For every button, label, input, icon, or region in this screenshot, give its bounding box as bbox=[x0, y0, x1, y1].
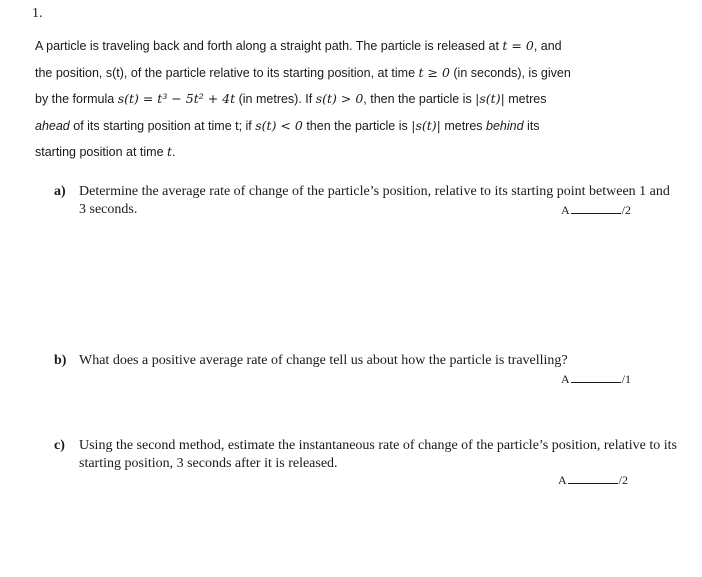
intro-text: then the particle is bbox=[302, 118, 412, 133]
mark-blank bbox=[571, 202, 621, 214]
math-expression: s(t) < 0 bbox=[255, 117, 303, 133]
emphasis-ahead: ahead bbox=[35, 118, 70, 133]
intro-text: , then the particle is bbox=[363, 92, 476, 107]
intro-line-3 bbox=[35, 89, 675, 116]
intro-text: , and bbox=[533, 39, 562, 53]
intro-line-1 bbox=[35, 36, 675, 63]
marks-total: /1 bbox=[621, 372, 632, 386]
math-expression: t = 0 bbox=[502, 38, 534, 53]
math-expression: |s(t)| bbox=[475, 91, 505, 107]
intro-line-5 bbox=[35, 142, 675, 169]
part-label: c) bbox=[54, 438, 65, 453]
intro-text: its bbox=[523, 118, 540, 133]
part-label: a) bbox=[54, 184, 66, 199]
part-b bbox=[54, 352, 679, 370]
part-text: What does a positive average rate of change tell us about how the particle is travelling? bbox=[79, 353, 568, 368]
marks-level: A bbox=[558, 473, 567, 487]
marks-total: /2 bbox=[621, 203, 632, 217]
question-intro bbox=[35, 36, 675, 169]
part-c bbox=[54, 437, 679, 473]
math-expression: t ≥ 0 bbox=[418, 64, 450, 80]
part-text: Determine the average rate of change of the particle’s position, relative to its starting point between 1 and 3 seconds. bbox=[79, 184, 670, 217]
intro-text: (in metres). If bbox=[235, 92, 316, 107]
marks-a bbox=[561, 202, 631, 218]
marks-total: /2 bbox=[618, 473, 629, 487]
part-label: b) bbox=[54, 353, 67, 368]
intro-text: by the formula bbox=[35, 92, 118, 107]
intro-text: starting position at time bbox=[35, 145, 168, 160]
mark-blank bbox=[568, 472, 618, 484]
marks-c bbox=[558, 472, 628, 488]
intro-text: metres bbox=[504, 92, 547, 107]
intro-text: of its starting position at time t; if bbox=[69, 118, 256, 133]
mark-blank bbox=[571, 371, 621, 383]
marks-level: A bbox=[561, 203, 570, 217]
intro-line-2 bbox=[35, 63, 675, 90]
intro-text: (in seconds), is given bbox=[449, 65, 571, 80]
marks-level: A bbox=[561, 372, 570, 386]
math-expression: |s(t)| bbox=[411, 117, 441, 133]
part-text: Using the second method, estimate the instantaneous rate of change of the particle’s position, relative to its starting position, 3 seconds after it is released. bbox=[79, 438, 677, 471]
question-number: 1. bbox=[32, 6, 43, 21]
position-formula: s(t) = t³ − 5t² + 4t bbox=[117, 91, 236, 107]
intro-text: metres bbox=[440, 118, 487, 133]
intro-text: . bbox=[172, 145, 176, 160]
emphasis-behind: behind bbox=[486, 118, 524, 133]
intro-text: A particle is traveling back and forth along a straight path. The particle is released at bbox=[35, 39, 503, 53]
math-expression: s(t) > 0 bbox=[315, 91, 364, 107]
math-expression: t bbox=[167, 144, 173, 160]
intro-line-4 bbox=[35, 116, 675, 143]
marks-b bbox=[561, 371, 631, 387]
intro-text: the position, s(t), of the particle relative to its starting position, at time bbox=[35, 65, 419, 80]
